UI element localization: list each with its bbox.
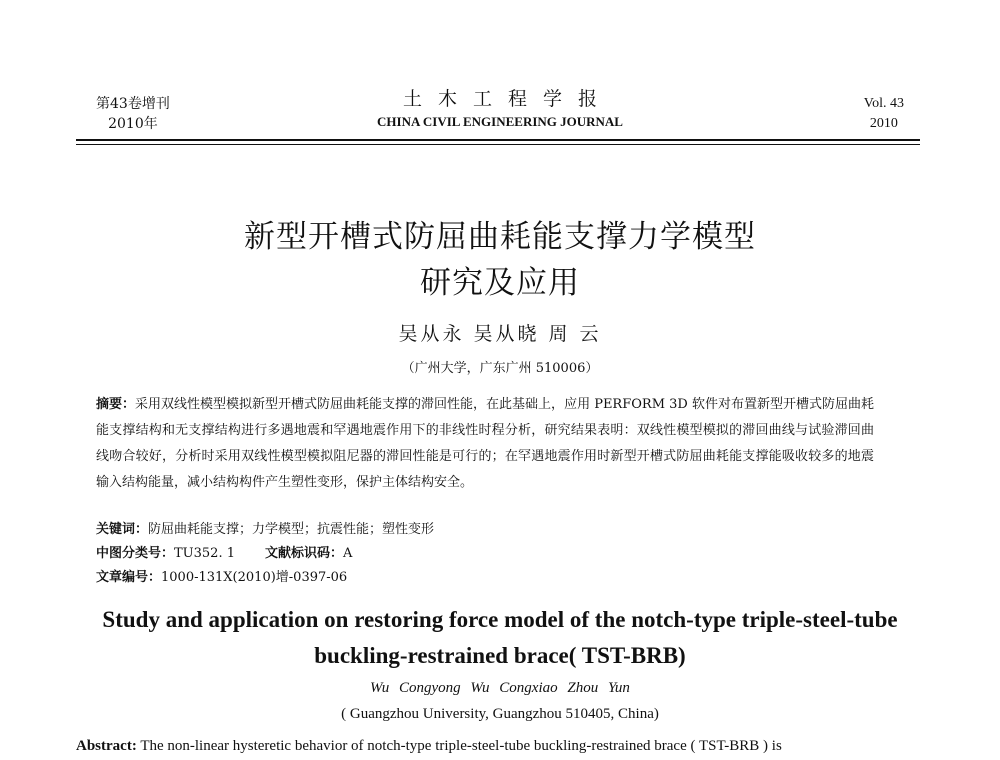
paper-title-cn-line2: 研究及应用 [420, 265, 580, 301]
volume-info-en [864, 94, 904, 134]
paper-title-en [0, 602, 1000, 674]
abstract-en [76, 738, 936, 755]
paper-title-cn [0, 214, 1000, 306]
volume-en: Vol. 43 [863, 96, 904, 111]
abstract-en-label: Abstract: [76, 738, 137, 754]
clc-value: TU352. 1 [174, 546, 235, 561]
authors-cn: 吴从永 吴从晓 周 云 [398, 323, 602, 345]
keywords-cn-text: 防屈曲耗能支撑；力学模型；抗震性能；塑性变形 [148, 522, 435, 537]
journal-name-en: CHINA CIVIL ENGINEERING JOURNAL [377, 114, 623, 129]
journal-header [0, 86, 1000, 132]
keywords-cn-label: 关键词： [96, 522, 149, 537]
header-rule-thin [76, 144, 920, 145]
classification-line [96, 544, 352, 564]
abstract-en-text: The non-linear hysteretic behavior of notch-type triple-steel-tube buckling-restrained brace ( TST-BRB ) is [140, 738, 782, 754]
abstract-cn [96, 392, 874, 496]
affiliation-cn: （广州大学，广东广州 510006） [401, 361, 599, 376]
year-en: 2010 [869, 116, 898, 131]
keywords-cn [96, 520, 434, 540]
header-rule-thick [76, 139, 920, 141]
clc-label: 中图分类号： [96, 546, 175, 561]
doc-code-label: 文献标识码： [265, 546, 344, 561]
article-number-line [96, 568, 347, 588]
authors-en: Wu Congyong Wu Congxiao Zhou Yun [370, 680, 630, 696]
year-cn: 2010年 [108, 116, 158, 132]
paper-title-en-line1: Study and application on restoring force model of the notch-type triple-steel-tube [102, 607, 898, 632]
journal-name-cn: 土木工程学报 [402, 88, 613, 110]
paper-title-cn-line1: 新型开槽式防屈曲耗能支撑力学模型 [244, 219, 756, 255]
article-number-label: 文章编号： [96, 570, 162, 585]
doc-code-value: A [343, 546, 353, 561]
volume-issue: 第43卷增刊 [96, 96, 170, 112]
abstract-cn-label: 摘要： [96, 397, 136, 412]
paper-title-en-line2: buckling-restrained brace( TST-BRB) [314, 643, 686, 668]
abstract-cn-text: 采用双线性模型模拟新型开槽式防屈曲耗能支撑的滞回性能，在此基础上，应用 PERFORM 3D 软件对布置新型开槽式防屈曲耗能支撑结构和无支撑结构进行多遇地震和罕遇地震作用下的非线性时程分析，研究结果表明：双线性模型模拟的滞回曲线与试验滞回曲线吻合较好，分析时采用双线性模型模拟阻尼器的滞回性能是可行的；在罕遇地震作用时新型开槽式防屈曲耗能支撑能吸收较多的地震输入结构能量，减小结构构件产生塑性变形，保护主体结构安全。 [96, 397, 874, 490]
article-number-value: 1000-131X(2010)增-0397-06 [161, 570, 348, 585]
affiliation-en: ( Guangzhou University, Guangzhou 510405, China) [341, 706, 659, 722]
